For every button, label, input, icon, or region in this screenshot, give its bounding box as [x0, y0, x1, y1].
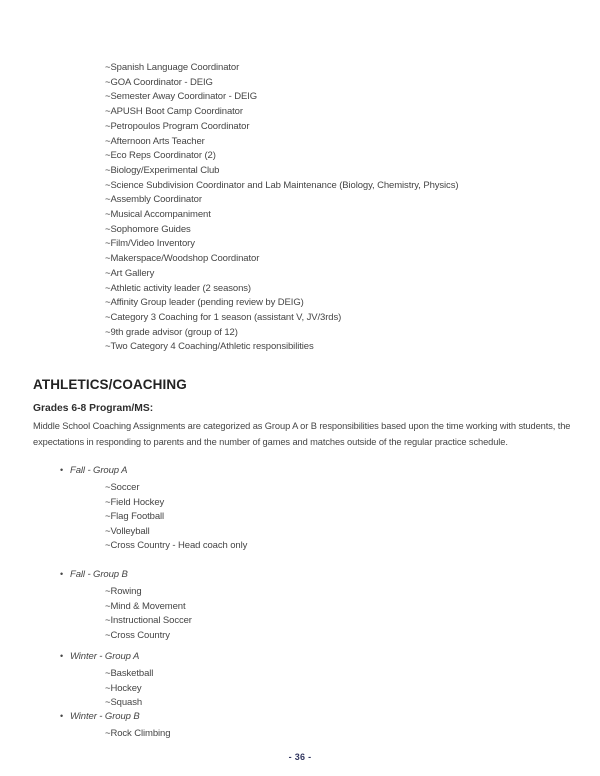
list-item: ~Two Category 4 Coaching/Athletic responsibilities: [105, 341, 314, 353]
list-item: ~Cross Country - Head coach only: [105, 540, 248, 551]
group-label-row: [60, 650, 153, 663]
bullet-icon: •: [60, 651, 64, 661]
list-item: ~Cross Country: [105, 629, 170, 641]
group-fall-b: [60, 568, 192, 643]
list-item: ~Film/Video Inventory: [105, 238, 195, 250]
list-item: ~Afternoon Arts Teacher: [105, 135, 205, 147]
list-item: ~9th grade advisor (group of 12): [105, 326, 238, 338]
list-item: ~Assembly Coordinator: [105, 194, 202, 206]
list-item: ~GOA Coordinator - DEIG: [105, 76, 213, 88]
list-item: ~Athletic activity leader (2 seasons): [105, 282, 251, 294]
list-item: ~Volleyball: [105, 525, 150, 537]
list-item: ~Makerspace/Woodshop Coordinator: [105, 253, 260, 265]
list-item: ~Spanish Language Coordinator: [105, 62, 240, 73]
group-winter-b: [60, 710, 170, 742]
group-label-row: [60, 568, 192, 581]
subsection-heading: Grades 6-8 Program/MS:: [33, 403, 154, 414]
list-item: ~Soccer: [105, 482, 140, 493]
group-label: Winter - Group B: [70, 711, 140, 722]
list-item: ~Sophomore Guides: [105, 223, 191, 235]
group-fall-a: [60, 464, 247, 554]
list-item: ~APUSH Boot Camp Coordinator: [105, 106, 243, 118]
list-item: ~Field Hockey: [105, 496, 165, 508]
group-items: [105, 481, 247, 554]
group-label: Winter - Group A: [70, 651, 140, 662]
responsibilities-list: [105, 61, 458, 355]
group-items: [105, 585, 192, 643]
bullet-icon: •: [60, 465, 64, 475]
list-item: ~Petropoulos Program Coordinator: [105, 120, 250, 132]
group-winter-a: [60, 650, 153, 711]
page-number: - 36 -: [288, 752, 312, 762]
list-item: ~Squash: [105, 697, 143, 708]
list-item: ~Science Subdivision Coordinator and Lab Maintenance (Biology, Chemistry, Physics): [105, 179, 459, 191]
group-label: Fall - Group B: [70, 569, 128, 580]
list-item: ~Affinity Group leader (pending review by DEIG): [105, 297, 304, 309]
list-item: ~Category 3 Coaching for 1 season (assistant V, JV/3rds): [105, 311, 342, 323]
list-item: ~Musical Accompaniment: [105, 209, 211, 221]
list-item: ~Semester Away Coordinator - DEIG: [105, 91, 258, 103]
group-label-row: [60, 464, 247, 477]
list-item: ~Hockey: [105, 682, 142, 694]
list-item: ~Instructional Soccer: [105, 615, 192, 626]
intro-paragraph: Middle School Coaching Assignments are categorized as Group A or B responsibilities based upon the time working with students, the expectations in responding to parents and the number of games and matches outside of the regular practice schedule.: [33, 421, 571, 447]
bullet-icon: •: [60, 711, 64, 721]
list-item: ~Art Gallery: [105, 267, 155, 279]
group-label-row: [60, 710, 170, 723]
group-items: [105, 727, 170, 742]
list-item: ~Flag Football: [105, 511, 165, 522]
list-item: ~Rowing: [105, 586, 142, 597]
group-items: [105, 667, 153, 711]
group-label: Fall - Group A: [70, 465, 128, 476]
bullet-icon: •: [60, 569, 64, 579]
list-item: ~Biology/Experimental Club: [105, 164, 220, 176]
list-item: ~Rock Climbing: [105, 728, 171, 739]
section-heading: ATHLETICS/COACHING: [33, 377, 187, 392]
list-item: ~Eco Reps Coordinator (2): [105, 150, 216, 162]
list-item: ~Mind & Movement: [105, 600, 186, 612]
list-item: ~Basketball: [105, 668, 154, 679]
